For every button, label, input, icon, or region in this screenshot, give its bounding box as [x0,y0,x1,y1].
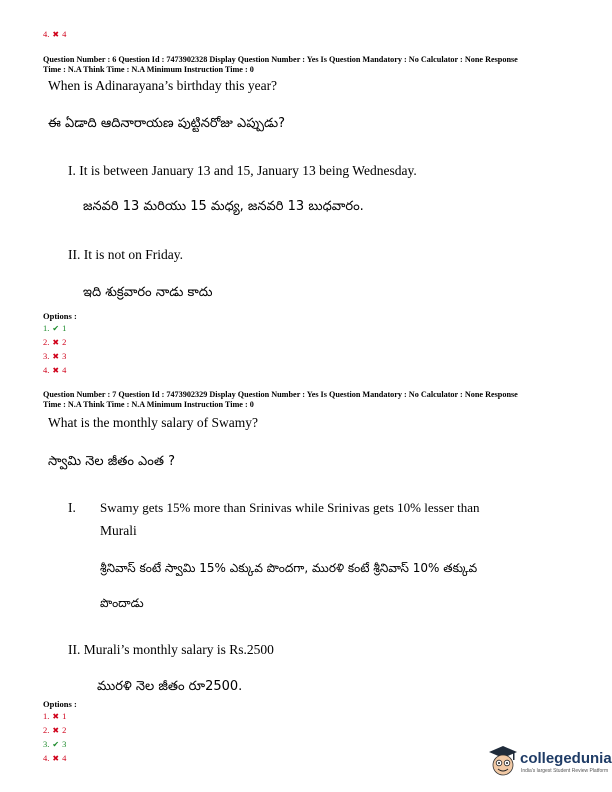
check-icon: ✔ [52,740,60,749]
cross-icon: ✖ [52,338,60,347]
statement-1-te: జనవరి 13 మరియు 15 మధ్య, జనవరి 13 బుధవారం. [83,199,364,214]
statement-2-te: ఇది శుక్రవారం నాడు కాదు [83,285,213,300]
options-label: Options : [43,311,77,321]
brand-name: collegedunia [520,750,612,767]
option-row: 2. ✖ 2 [43,725,67,735]
cross-icon: ✖ [52,30,60,39]
statement-1-te-cont: పొందాడు [100,596,144,610]
question-text-en: What is the monthly salary of Swamy? [48,415,258,430]
statement-1-number: I. [68,500,76,515]
option-row: 3. ✖ 3 [43,351,67,361]
cross-icon: ✖ [52,726,60,735]
option-row: 4. ✖ 4 [43,365,67,375]
option-row: 4. ✖ 4 [43,753,67,763]
mascot-icon [488,744,518,778]
statement-1-en: I. It is between January 13 and 15, January 13 being Wednesday. [68,163,417,178]
statement-2-en: II. It is not on Friday. [68,247,183,262]
cross-icon: ✖ [52,352,60,361]
option-row: 2. ✖ 2 [43,337,67,347]
statement-1-en-cont: Murali [100,523,137,538]
statement-2-te: మురళి నెల జీతం రూ2500. [97,679,243,694]
option-row: 3. ✔ 3 [43,739,67,749]
cross-icon: ✖ [52,754,60,763]
question-text-te: స్వామి నెల జీతం ఎంత ? [48,454,176,469]
question-meta: Question Number : 7 Question Id : 7473902329 Display Question Number : Yes Is Question Mandatory : No Calculator : None Response Time : N.A Think Time : N.A Minimum Instruction Time : 0 [43,390,518,409]
question-text-en: When is Adinarayana’s birthday this year? [48,78,278,93]
cross-icon: ✖ [52,712,60,721]
question-text-te: ఈ ఏడాది ఆదినారాయణ పుట్టినరోజు ఎప్పుడు? [48,116,286,131]
question-meta: Question Number : 6 Question Id : 7473902328 Display Question Number : Yes Is Question Mandatory : No Calculator : None Response Time : N.A Think Time : N.A Minimum Instruction Time : 0 [43,55,518,74]
statement-1-en: Swamy gets 15% more than Srinivas while Srinivas gets 10% lesser than [100,500,480,515]
statement-2-en: II. Murali’s monthly salary is Rs.2500 [68,642,274,657]
collegedunia-logo [488,744,610,784]
option-row: 1. ✔ 1 [43,323,67,333]
check-icon: ✔ [52,324,60,333]
option-row: 4. ✖ 4 [43,29,67,39]
brand-tagline: India's largest Student Review Platform [521,768,609,774]
options-label: Options : [43,699,77,709]
statement-1-te: శ్రీనివాస్ కంటే స్వామి 15% ఎక్కువ పొందగా, మురళి కంటే శ్రీనివాస్ 10% తక్కువ [100,561,478,575]
option-row: 1. ✖ 1 [43,711,67,721]
cross-icon: ✖ [52,366,60,375]
